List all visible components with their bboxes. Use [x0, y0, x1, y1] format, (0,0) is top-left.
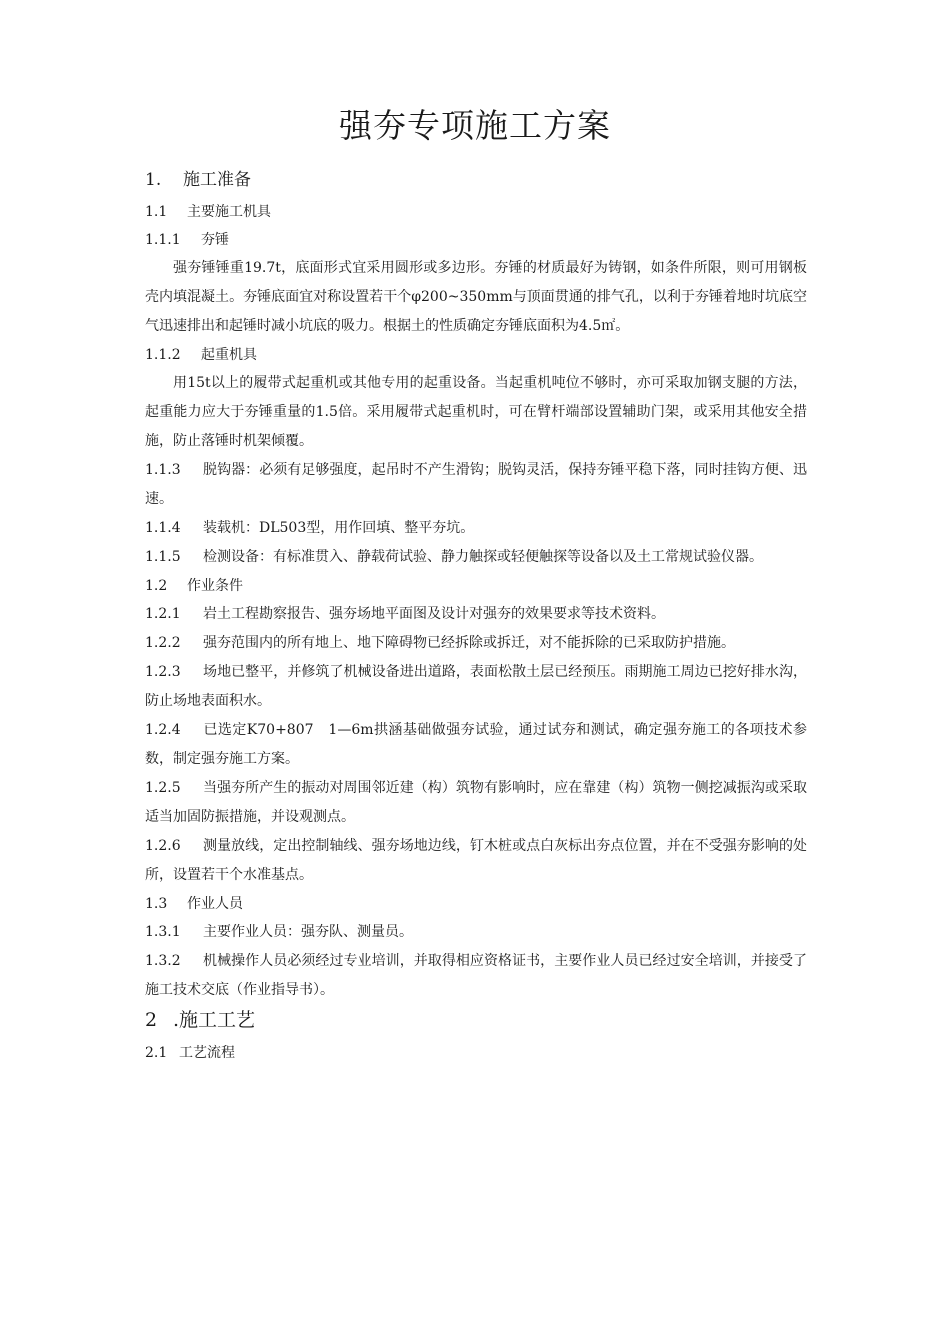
- section-heading: [145, 166, 807, 194]
- item-number: 1.2.6: [145, 838, 181, 854]
- item-text: 已选定K70+807 1—6m拱涵基础做强夯试验，通过试夯和测试，确定强夯施工的各项技术参数，制定强夯施工方案。: [145, 722, 807, 767]
- subsection-heading: [145, 1039, 807, 1067]
- list-item: [145, 774, 807, 832]
- item-text: 装载机：DL503型，用作回填、整平夯坑。: [203, 520, 475, 536]
- list-item: [145, 716, 807, 774]
- list-item: [145, 629, 807, 658]
- item-text: 测量放线，定出控制轴线、强夯场地边线，钉木桩或点白灰标出夯点位置，并在不受强夯影响的处所，设置若干个水准基点。: [145, 838, 807, 883]
- item-text: 强夯范围内的所有地上、地下障碍物已经拆除或拆迁，对不能拆除的已采取防护措施。: [203, 635, 735, 651]
- list-item: [145, 918, 807, 947]
- subsection-number: 1.1: [145, 204, 168, 220]
- list-item: [145, 456, 807, 514]
- subsection-heading: [145, 572, 807, 600]
- item-number: 1.1.3: [145, 462, 181, 478]
- section-title: 施工准备: [183, 170, 251, 190]
- list-item: [145, 514, 807, 543]
- item-number: 1.2.5: [145, 780, 181, 796]
- item-number: 1.3.2: [145, 953, 181, 969]
- item-text: 岩土工程勘察报告、强夯场地平面图及设计对强夯的效果要求等技术资料。: [203, 606, 665, 622]
- item-text: 当强夯所产生的振动对周围邻近建（构）筑物有影响时，应在靠建（构）筑物一侧挖减振沟或采取适当加固防振措施，并设观测点。: [145, 780, 807, 825]
- subsection-title: 作业人员: [187, 896, 243, 912]
- item-text: 检测设备：有标准贯入、静载荷试验、静力触探或轻便触探等设备以及土工常规试验仪器。: [203, 549, 763, 565]
- list-item: [145, 832, 807, 890]
- list-item: [145, 600, 807, 629]
- item-text: 机械操作人员必须经过专业培训，并取得相应资格证书，主要作业人员已经过安全培训，并接受了施工技术交底（作业指导书）。: [145, 953, 807, 998]
- subsection-number: 2.1: [145, 1045, 168, 1061]
- item-title: 夯锤: [201, 232, 229, 248]
- section-number: 2: [145, 1009, 158, 1031]
- section-number: 1.: [145, 170, 162, 190]
- subsection-number: 1.3: [145, 896, 168, 912]
- list-item: [145, 947, 807, 1005]
- item-text: 脱钩器：必须有足够强度，起吊时不产生滑钩；脱钩灵活，保持夯锤平稳下落，同时挂钩方便、迅速。: [145, 462, 807, 507]
- subsection-title: 主要施工机具: [187, 204, 271, 220]
- subsection-title: 工艺流程: [179, 1045, 235, 1061]
- list-item: [145, 543, 807, 572]
- item-heading: [145, 226, 807, 254]
- section-heading: [145, 1005, 807, 1035]
- subsection-heading: [145, 890, 807, 918]
- item-number: 1.2.1: [145, 606, 181, 622]
- item-number: 1.2.4: [145, 722, 181, 738]
- paragraph: 用15t以上的履带式起重机或其他专用的起重设备。当起重机吨位不够时，亦可采取加钢支腿的方法，起重能力应大于夯锤重量的1.5倍。采用履带式起重机时，可在臂杆端部设置辅助门架，或采用其他安全措施，防止落锤时机架倾覆。: [145, 375, 807, 449]
- paragraph: 强夯锤锤重19.7t，底面形式宜采用圆形或多边形。夯锤的材质最好为铸钢，如条件所限，则可用钢板壳内填混凝土。夯锤底面宜对称设置若干个φ200~350mm与顶面贯通的排气孔，以利于夯锤着地时坑底空气迅速排出和起锤时减小坑底的吸力。根据土的性质确定夯锤底面积为4.5㎡。: [145, 260, 807, 334]
- section-title: .施工工艺: [173, 1009, 256, 1031]
- item-number: 1.1.5: [145, 549, 181, 565]
- item-number: 1.1.4: [145, 520, 181, 536]
- item-number: 1.2.2: [145, 635, 181, 651]
- item-number: 1.3.1: [145, 924, 181, 940]
- item-number: 1.1.2: [145, 347, 181, 363]
- subsection-title: 作业条件: [187, 578, 243, 594]
- item-number: 1.1.1: [145, 232, 181, 248]
- subsection-number: 1.2: [145, 578, 168, 594]
- document-title: 强夯专项施工方案: [339, 106, 611, 145]
- document-body: [145, 166, 807, 1067]
- item-heading: [145, 341, 807, 369]
- item-text: 场地已整平，并修筑了机械设备进出道路，表面松散土层已经预压。雨期施工周边已挖好排水沟，防止场地表面积水。: [145, 664, 807, 709]
- list-item: [145, 658, 807, 716]
- subsection-heading: [145, 198, 807, 226]
- item-text: 主要作业人员：强夯队、测量员。: [203, 924, 413, 940]
- item-title: 起重机具: [201, 347, 257, 363]
- item-number: 1.2.3: [145, 664, 181, 680]
